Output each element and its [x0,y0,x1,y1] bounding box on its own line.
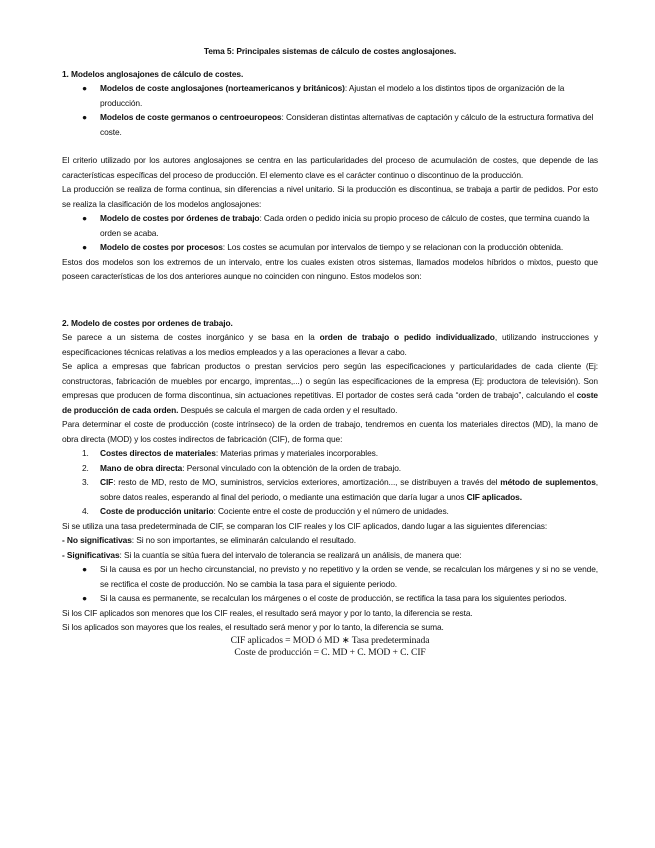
paragraph: Se aplica a empresas que fabrican productos o prestan servicios pero según las especificaciones y particularidades de cada cliente (Ej: constructoras, fabricación de muebles por encargo, imprentas,...) o según las especificaciones de la empresa (Ej: productora de televisión). Son empresas que producen de forma discontinua, sin actuaciones repetitivas. El portador de costes será cada “orden de trabajo”, calculando el coste de producción de cada orden. Después se calcula el margen de cada orden y el resultado. [62,361,598,415]
list-item: ● Modelos de coste germanos o centroeuropeos: Consideran distintas alternativas de captación y cálculo de la estructura formativa del coste. [82,112,594,137]
paragraph: Si los aplicados son mayores que los reales, el resultado será menor y por lo tanto, la diferencia se suma. [62,622,444,632]
paragraph: El criterio utilizado por los autores anglosajones se centra en las particularidades del proceso de acumulación de costes, que depende de las características específicas del proceso de producción. El elemento clave es el carácter continuo o discontinuo de la producción. [62,155,598,180]
paragraph: - Significativas: Si la cuantía se sitúa fuera del intervalo de tolerancia se realizará un análisis, de manera que: [62,549,462,560]
document-title: Tema 5: Principales sistemas de cálculo de costes anglosajones. [203,46,457,56]
list-item: 3. CIF: resto de MD, resto de MO, suministros, servicios exteriores, amortización..., se distribuyen a través del método de suplementos, sobre datos reales, esperando al final del periodo, o mediante una estimación que daría lugar a unos CIF aplicados. [82,477,598,502]
list-item: ● Modelos de coste anglosajones (norteamericanos y británicos): Ajustan el modelo a los distintos tipos de organización de la producción. [82,83,565,108]
bullet-icon: ● [82,112,87,122]
formula-production-cost: Coste de producción = C. MD + C. MOD + C. CIF [234,646,426,658]
paragraph: Si se utiliza una tasa predeterminada de CIF, se comparan los CIF reales y los CIF aplicados, dando lugar a las siguientes diferencias: [62,520,548,531]
bullet-icon: ● [82,213,87,223]
list-item: 2. Mano de obra directa: Personal vinculado con la obtención de la orden de trabajo. [82,462,402,473]
bullet-icon: ● [82,593,87,603]
document-page [62,44,598,659]
paragraph: Si los CIF aplicados son menores que los CIF reales, el resultado será mayor y por lo tanto, la diferencia se resta. [62,607,473,618]
bullet-icon: ● [82,564,87,574]
paragraph: Se parece a un sistema de costes inorgánico y se basa en la orden de trabajo o pedido individualizado, utilizando instrucciones y especificaciones técnicas relativas a los medios empleados y a las operaciones a llevar a cabo. [62,332,598,357]
cost-components-list [62,446,598,519]
list-item: ● Si la causa es permanente, se recalculan los márgenes o el coste de producción, se rectifica la tasa para los siguientes periodos. [62,591,598,606]
paragraph: Para determinar el coste de producción (coste intrínseco) de la orden de trabajo, tendremos en cuenta los materiales directos (MD), la mano de obra directa (MOD) y los costes indirectos de fabricación (CIF), de forma que: [62,419,598,444]
section-2-heading: 2. Modelo de costes por ordenes de trabajo. [62,317,233,328]
model-types-list [62,81,598,139]
paragraph: La producción se realiza de forma continua, sin diferencias a nivel unitario. Si la producción es discontinua, se trabaja a partir de pedidos. Por esto se realiza la clasificación de los modelos anglosajones: [62,184,598,209]
list-item: 4. Coste de producción unitario: Cociente entre el coste de producción y el número de unidades. [82,506,449,516]
paragraph: Estos dos modelos son los extremos de un intervalo, entre los cuales existen otros sistemas, llamados modelos híbridos o mixtos, puesto que poseen características de los dos anteriores aunque no coinciden con ninguno. Estos modelos son: [62,256,598,281]
list-item: ● Modelo de costes por procesos: Los costes se acumulan por intervalos de tiempo y se relacionan con la producción obtenida. [62,240,598,255]
paragraph: - No significativas: Si no son importantes, se eliminarán calculando el resultado. [62,535,356,545]
bullet-icon: ● [82,242,87,252]
list-item: 1. Costes directos de materiales: Materias primas y materiales incorporables. [82,448,378,458]
cause-list [62,562,598,606]
list-item: ● Modelo de costes por órdenes de trabajo: Cada orden o pedido inicia su propio proceso de cálculo de costes, que termina cuando la orden se acaba. [82,213,590,238]
section-1-heading: 1. Modelos anglosajones de cálculo de costes. [62,68,244,79]
anglo-models-list [62,211,598,255]
formula-cif: CIF aplicados = MOD ó MD ∗ Tasa predeterminada [230,634,430,646]
bullet-icon: ● [82,83,87,93]
list-item: ● Si la causa es por un hecho circunstancial, no previsto y no repetitivo y la orden se vende, se recalculan los márgenes y si no se vende, se rectifica el coste de producción. No se cambia la tasa para el siguiente periodo. [82,564,598,589]
